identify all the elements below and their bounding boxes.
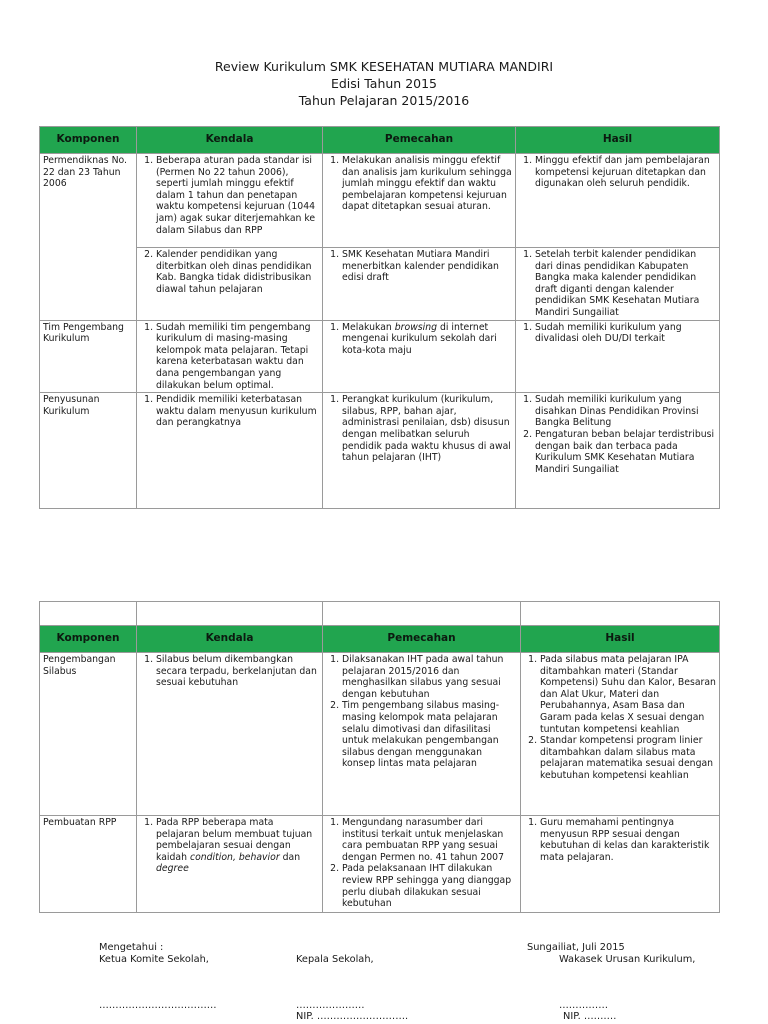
table-row <box>40 816 720 913</box>
place-date: Sungailiat, Juli 2015 <box>527 942 625 953</box>
list-item: 2. Tim pengembang silabus masing-masing kelompok mata pelajaran selalu dimotivasi dan difasilitasi untuk melakukan pengembangan silabus dengan menggunakan konsep lintas mata pelajaran <box>342 700 517 770</box>
list-item: 1. Sudah memiliki kurikulum yang divalidasi oleh DU/DI terkait <box>535 322 716 345</box>
header-hasil: Hasil <box>521 626 720 653</box>
text-part-italic: condition, behavior <box>189 851 280 863</box>
cell-kendala <box>137 653 323 816</box>
table-header-row <box>40 626 720 653</box>
text-part: dan <box>279 851 301 863</box>
cell-pemecahan <box>323 816 521 913</box>
cell-kendala <box>137 393 323 509</box>
list-item: 1. Pendidik memiliki keterbatasan waktu dalam menyusun kurikulum dan perangkatnya <box>156 394 319 429</box>
cell-hasil <box>516 248 720 321</box>
komite-title: Ketua Komite Sekolah, <box>99 954 209 965</box>
cell-hasil <box>521 816 720 913</box>
list-item: 1. Guru memahami pentingnya menyusun RPP sesuai dengan kebutuhan di kelas dan karakteristik mata pelajaran. <box>540 817 716 863</box>
header-kendala: Kendala <box>137 626 323 653</box>
header-hasil: Hasil <box>516 127 720 154</box>
list-item <box>156 817 319 875</box>
list-item: 2. Standar kompetensi program linier ditambahkan dalam silabus mata pelajaran matematika sesuai dengan kebutuhan kompetensi keahlian <box>540 735 716 781</box>
list-item: 1. Mengundang narasumber dari institusi terkait untuk menjelaskan cara pembuatan RPP yang sesuai dengan Permen no. 41 tahun 2007 <box>342 817 517 863</box>
list-item: 2. Pengaturan beban belajar terdistribusi dengan baik dan terbaca pada Kurikulum SMK Kesehatan Mutiara Mandiri Sungailiat <box>535 429 716 475</box>
table-row <box>40 393 720 509</box>
list-item: 1. Minggu efektif dan jam pembelajaran kompetensi kejuruan ditetapkan dan digunakan oleh seluruh pendidik. <box>535 155 716 190</box>
header-komponen: Komponen <box>40 626 137 653</box>
blank-row <box>40 602 720 626</box>
nip-kepala: NIP. ………………………. <box>296 1011 409 1022</box>
list-item: 1. Dilaksanakan IHT pada awal tahun pelajaran 2015/2016 dan menghasilkan silabus yang sesuai dengan kebutuhan <box>342 654 517 700</box>
list-item: 1. Pada silabus mata pelajaran IPA ditambahkan materi (Standar Kompetensi) Suhu dan Kalor, Besaran dan Alat Ukur, Materi dan Perubahannya, Asam Basa dan Garam pada kelas X sesuai dengan tuntutan kompetensi keahlian <box>540 654 716 735</box>
list-item: 1. Melakukan analisis minggu efektif dan analisis jam kurikulum sehingga jumlah minggu efektif dan waktu pembelajaran kompetensi kejuruan dapat ditetapkan sesuai aturan. <box>342 155 512 213</box>
list-item: 1. Sudah memiliki tim pengembang kurikulum di masing-masing kelompok mata pelajaran. Tetapi karena keterbatasan waktu dan dana pengembangan yang dilakukan belum optimal. <box>156 322 319 392</box>
empty-cell <box>323 602 521 626</box>
list-item: 1. Perangkat kurikulum (kurikulum, silabus, RPP, bahan ajar, administrasi penilaian, dsb) disusun dengan melibatkan seluruh pendidik pada waktu khusus di awal tahun pelajaran (IHT) <box>342 394 512 464</box>
empty-cell <box>521 602 720 626</box>
cell-hasil <box>516 393 720 509</box>
list-item: 2. Pada pelaksanaan IHT dilakukan review RPP sehingga yang dianggap perlu diubah dilakukan sesuai kebutuhan <box>342 863 517 909</box>
text-part: Melakukan <box>342 321 395 333</box>
empty-cell <box>40 602 137 626</box>
cell-pemecahan <box>323 154 516 248</box>
list-item <box>342 322 512 357</box>
cell-hasil <box>516 320 720 393</box>
title-line-1: Review Kurikulum SMK KESEHATAN MUTIARA MANDIRI <box>214 59 554 74</box>
cell-komponen: Pembuatan RPP <box>40 816 137 913</box>
list-item: 1. Setelah terbit kalender pendidikan dari dinas pendidikan Kabupaten Bangka maka kalender pendidikan draft diganti dengan kalender pendidikan SMK Kesehatan Mutiara Mandiri Sungailiat <box>535 249 716 319</box>
kepala-title: Kepala Sekolah, <box>296 954 374 965</box>
cell-kendala <box>137 154 323 248</box>
cell-komponen: Pengembangan Silabus <box>40 653 137 816</box>
text-part-italic: browsing <box>394 321 438 333</box>
text-part-italic: degree <box>156 863 189 875</box>
table-row <box>40 248 720 321</box>
header-komponen: Komponen <box>40 127 137 154</box>
curriculum-review-table-2 <box>39 601 720 913</box>
cell-komponen: Permendiknas No. 22 dan 23 Tahun 2006 <box>40 154 137 321</box>
title-line-3: Tahun Pelajaran 2015/2016 <box>298 93 470 108</box>
list-item: 1. SMK Kesehatan Mutiara Mandiri menerbitkan kalender pendidikan edisi draft <box>342 249 512 284</box>
signature-line-kepala: ………………… <box>296 1000 365 1011</box>
cell-pemecahan <box>323 248 516 321</box>
empty-cell <box>137 602 323 626</box>
header-pemecahan: Pemecahan <box>323 626 521 653</box>
cell-kendala <box>137 320 323 393</box>
table-row <box>40 320 720 393</box>
cell-komponen: Penyusunan Kurikulum <box>40 393 137 509</box>
list-item: 1. Sudah memiliki kurikulum yang disahkan Dinas Pendidikan Provinsi Bangka Belitung <box>535 394 716 429</box>
nip-wakasek: NIP. ………. <box>563 1011 617 1022</box>
list-item: 2. Kalender pendidikan yang diterbitkan oleh dinas pendidikan Kab. Bangka tidak didistribusikan diawal tahun pelajaran <box>156 249 319 295</box>
cell-pemecahan <box>323 320 516 393</box>
text-part: di internet mengenai kurikulum sekolah dari kota-kota maju <box>342 321 497 356</box>
header-pemecahan: Pemecahan <box>323 127 516 154</box>
cell-kendala <box>137 248 323 321</box>
list-item: 1. Silabus belum dikembangkan secara terpadu, berkelanjutan dan sesuai kebutuhan <box>156 654 319 689</box>
curriculum-review-table-1 <box>39 126 720 509</box>
signature-line-komite: ……………………………… <box>99 1000 217 1011</box>
cell-hasil <box>516 154 720 248</box>
cell-pemecahan <box>323 653 521 816</box>
table-row <box>40 154 720 248</box>
document-title <box>0 58 768 109</box>
table-row <box>40 653 720 816</box>
cell-komponen: Tim Pengembang Kurikulum <box>40 320 137 393</box>
table-header-row <box>40 127 720 154</box>
signature-line-wakasek: …………… <box>559 1000 608 1011</box>
cell-kendala <box>137 816 323 913</box>
title-line-2: Edisi Tahun 2015 <box>330 76 438 91</box>
header-kendala: Kendala <box>137 127 323 154</box>
mengetahui-label: Mengetahui : <box>99 942 164 953</box>
cell-hasil <box>521 653 720 816</box>
list-item: 1. Beberapa aturan pada standar isi (Permen No 22 tahun 2006), seperti jumlah minggu efektif dalam 1 tahun dan penetapan waktu kompetensi kejuruan (1044 jam) agak sukar diterjemahkan ke dalam Silabus dan RPP <box>156 155 319 236</box>
text-part: Pada RPP beberapa mata pelajaran belum membuat tujuan pembelajaran sesuai dengan kaidah <box>156 817 313 863</box>
wakasek-title: Wakasek Urusan Kurikulum, <box>559 954 696 965</box>
cell-pemecahan <box>323 393 516 509</box>
